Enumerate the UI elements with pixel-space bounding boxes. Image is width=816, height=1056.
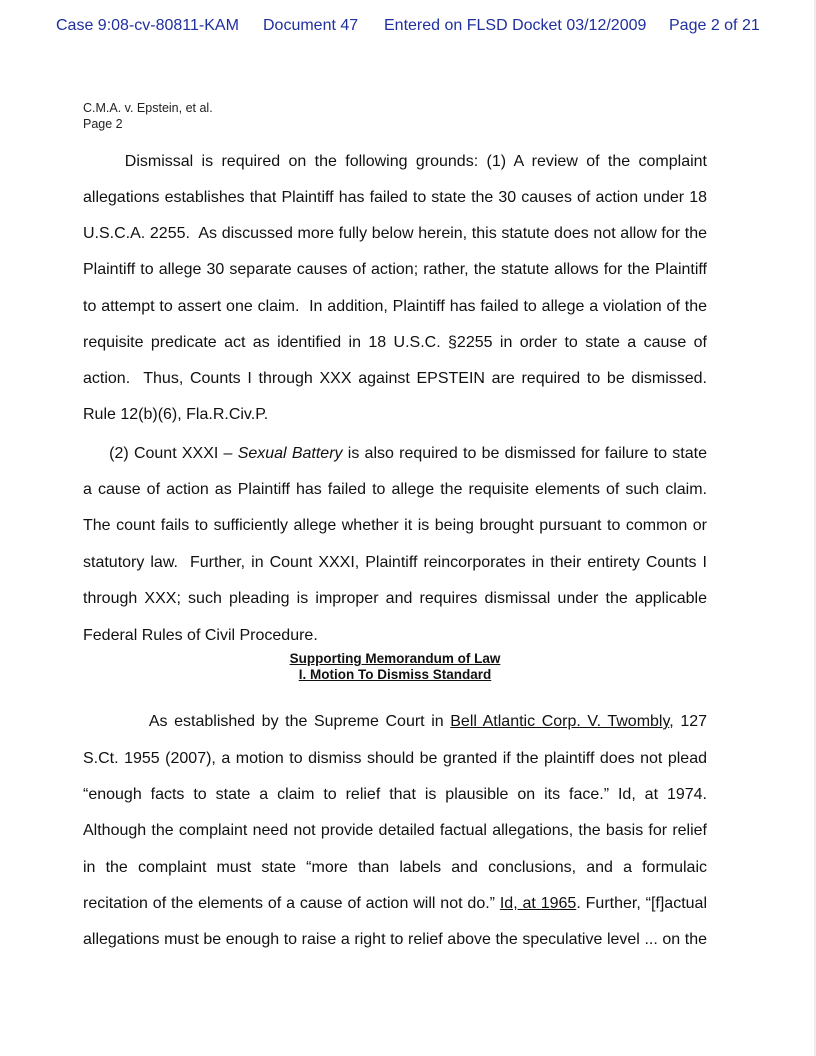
section-heading: Supporting Memorandum of Law — [289, 651, 501, 666]
text-line — [83, 589, 707, 609]
line-text: Dismissal is required on the following grounds: (1) A review of the complaint — [83, 153, 707, 170]
text-line — [83, 626, 707, 646]
line-text: (2) Count XXXI – — [83, 445, 238, 462]
text-line — [83, 480, 707, 500]
line-text: allegations establishes that Plaintiff has failed to state the 30 causes of action under 18 — [83, 189, 707, 206]
docket-document-number: Document 47 — [263, 17, 359, 34]
emphasis-text: Sexual Battery — [237, 445, 343, 462]
line-text: Federal Rules of Civil Procedure. — [83, 627, 318, 644]
text-line — [83, 785, 707, 805]
text-line — [83, 152, 707, 172]
line-text: As established by the Supreme Court in — [83, 713, 451, 730]
citation-text: Id, at 1965 — [499, 895, 577, 912]
line-text: to attempt to assert one claim. In addition, Plaintiff has failed to allege a violation of the — [83, 298, 707, 315]
text-line — [83, 188, 707, 208]
line-text: requisite predicate act as identified in 18 U.S.C. §2255 in order to state a cause of — [83, 334, 707, 351]
text-line — [83, 516, 707, 536]
text-line — [83, 260, 707, 280]
line-text: The count fails to sufficiently allege whether it is being brought pursuant to common or — [83, 517, 707, 534]
line-text: allegations must be enough to raise a right to relief above the speculative level ... on the — [83, 931, 707, 948]
text-line — [83, 553, 707, 573]
docket-case-number: Case 9:08-cv-80811-KAM — [56, 17, 239, 34]
caption-page-number: Page 2 — [83, 117, 123, 131]
citation-text: Bell Atlantic Corp. V. Twombly — [450, 713, 670, 730]
docket-entered-date: Entered on FLSD Docket 03/12/2009 — [384, 17, 647, 34]
line-text: , 127 — [669, 713, 707, 730]
text-line — [83, 894, 707, 914]
line-text: . Further, “[f]actual — [576, 895, 707, 912]
line-text: in the complaint must state “more than labels and conclusions, and a formulaic — [83, 859, 707, 876]
text-line — [83, 369, 707, 389]
text-line — [83, 930, 707, 950]
subsection-heading: I. Motion To Dismiss Standard — [298, 667, 492, 682]
line-text: is also required to be dismissed for failure to state — [342, 445, 707, 462]
line-text: “enough facts to state a claim to relief that is plausible on its face.” Id, at 1974. — [83, 786, 707, 803]
docket-page-count: Page 2 of 21 — [669, 17, 760, 34]
line-text: a cause of action as Plaintiff has failed to allege the requisite elements of such claim. — [83, 481, 707, 498]
line-text: through XXX; such pleading is improper and requires dismissal under the applicable — [83, 590, 707, 607]
line-text: Although the complaint need not provide detailed factual allegations, the basis for relief — [83, 822, 707, 839]
line-text: statutory law. Further, in Count XXXI, Plaintiff reincorporates in their entirety Counts I — [83, 554, 707, 571]
text-line — [83, 858, 707, 878]
text-line — [83, 405, 707, 425]
line-text: S.Ct. 1955 (2007), a motion to dismiss should be granted if the plaintiff does not plead — [83, 750, 707, 767]
line-text: Rule 12(b)(6), Fla.R.Civ.P. — [83, 406, 269, 423]
line-text: U.S.C.A. 2255. As discussed more fully below herein, this statute does not allow for the — [83, 225, 707, 242]
text-line — [83, 444, 707, 464]
text-line — [83, 821, 707, 841]
text-line — [83, 749, 707, 769]
text-line — [83, 333, 707, 353]
line-text: recitation of the elements of a cause of action will not do.” — [83, 895, 500, 912]
line-text: Plaintiff to allege 30 separate causes of action; rather, the statute allows for the Plaintiff — [83, 261, 707, 278]
text-line — [83, 224, 707, 244]
text-line — [83, 712, 707, 732]
text-line — [83, 297, 707, 317]
case-caption: C.M.A. v. Epstein, et al. — [83, 101, 213, 115]
line-text: action. Thus, Counts I through XXX against EPSTEIN are required to be dismissed. — [83, 370, 707, 387]
